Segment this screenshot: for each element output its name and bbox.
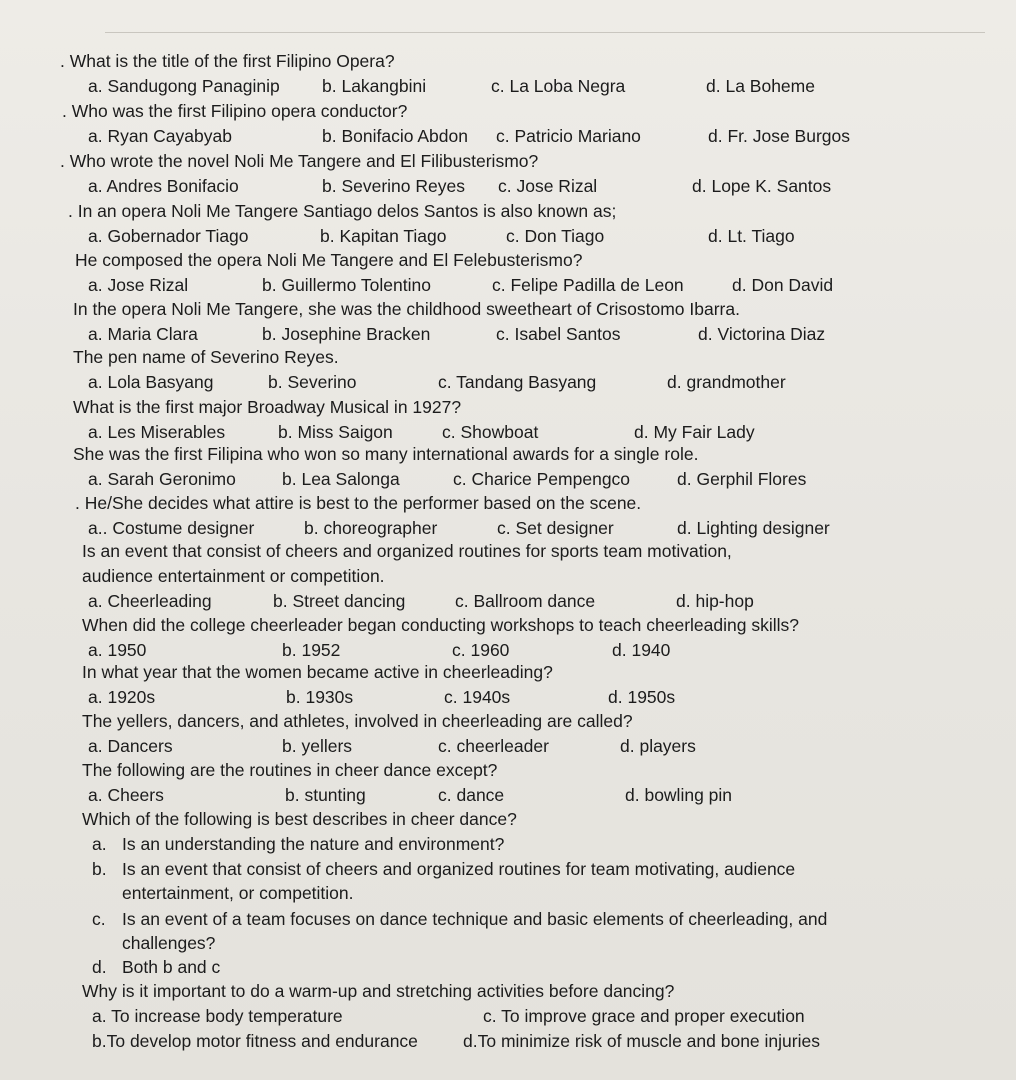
question-17-option-a: a. To increase body temperature [92,1006,343,1026]
question-12-option-b: b. 1952 [282,640,341,660]
question-8-option-a: a. Les Miserables [88,422,226,442]
question-11-option-d: d. hip-hop [676,591,754,611]
question-13-option-a: a. 1920s [88,687,156,707]
question-10-option-b: b. choreographer [304,518,438,538]
question-16-option-d-line-1: Both b and c [122,957,221,977]
question-16-option-b-line-1: Is an event that consist of cheers and organized routines for team motivating, audience [122,859,796,879]
question-17-option-d: d.To minimize risk of muscle and bone injuries [463,1031,820,1051]
question-9-option-a: a. Sarah Geronimo [88,469,236,489]
question-16-option-b-line-2: entertainment, or competition. [122,883,354,903]
question-1-option-b: b. Lakangbini [322,76,427,96]
question-4-option-a: a. Gobernador Tiago [88,226,249,246]
question-6-text: In the opera Noli Me Tangere, she was the childhood sweetheart of Crisostomo Ibarra. [73,299,740,319]
question-5-option-a: a. Jose Rizal [88,275,189,295]
question-1-option-a: a. Sandugong Panaginip [88,76,280,96]
question-11-option-b: b. Street dancing [273,591,406,611]
question-1-text: . What is the title of the first Filipino Opera? [60,51,395,71]
question-2-option-c: c. Patricio Mariano [496,126,641,146]
question-5-option-b: b. Guillermo Tolentino [262,275,431,295]
question-9-option-b: b. Lea Salonga [282,469,400,489]
question-9-option-c: c. Charice Pempengco [453,469,631,489]
question-4-option-b: b. Kapitan Tiago [320,226,447,246]
question-7-text: The pen name of Severino Reyes. [73,347,339,367]
question-2-option-a: a. Ryan Cayabyab [88,126,232,146]
question-13-option-c: c. 1940s [444,687,511,707]
question-6-option-c: c. Isabel Santos [496,324,621,344]
question-15-text: The following are the routines in cheer dance except? [82,760,498,780]
question-8-option-b: b. Miss Saigon [278,422,393,442]
question-4-option-d: d. Lt. Tiago [708,226,795,246]
question-15-option-b: b. stunting [285,785,366,805]
question-8-option-d: d. My Fair Lady [634,422,755,442]
question-4-text: . In an opera Noli Me Tangere Santiago delos Santos is also known as; [68,201,617,221]
question-16-option-b-letter: b. [92,859,107,879]
question-7-option-b: b. Severino [268,372,357,392]
question-12-text: When did the college cheerleader began conducting workshops to teach cheerleading skills? [82,615,799,635]
question-8-text: What is the first major Broadway Musical in 1927? [73,397,462,417]
top-rule [105,32,985,33]
question-11-text-cont: audience entertainment or competition. [82,566,385,586]
question-14-option-d: d. players [620,736,696,756]
question-9-option-d: d. Gerphil Flores [677,469,807,489]
question-15-option-d: d. bowling pin [625,785,733,805]
question-10-option-a: a.. Costume designer [88,518,255,538]
question-7-option-a: a. Lola Basyang [88,372,214,392]
question-10-option-d: d. Lighting designer [677,518,830,538]
question-6-option-d: d. Victorina Diaz [698,324,826,344]
question-16-option-a-line-1: Is an understanding the nature and environment? [122,834,505,854]
question-3-option-a: a. Andres Bonifacio [88,176,239,196]
question-1-option-d: d. La Boheme [706,76,815,96]
question-2-option-b: b. Bonifacio Abdon [322,126,468,146]
question-14-option-a: a. Dancers [88,736,173,756]
question-15-option-a: a. Cheers [88,785,164,805]
question-3-option-c: c. Jose Rizal [498,176,598,196]
question-16-option-c-letter: c. [92,909,106,929]
question-4-option-c: c. Don Tiago [506,226,605,246]
question-3-text: . Who wrote the novel Noli Me Tangere and El Filibusterismo? [60,151,539,171]
question-3-option-d: d. Lope K. Santos [692,176,832,196]
question-13-text: In what year that the women became active in cheerleading? [82,662,553,682]
question-6-option-b: b. Josephine Bracken [262,324,431,344]
question-16-option-c-line-2: challenges? [122,933,216,953]
question-10-option-c: c. Set designer [497,518,614,538]
question-5-option-d: d. Don David [732,275,834,295]
question-14-option-b: b. yellers [282,736,353,756]
question-11-option-c: c. Ballroom dance [455,591,596,611]
question-14-option-c: c. cheerleader [438,736,549,756]
question-9-text: She was the first Filipina who won so many international awards for a single role. [73,444,699,464]
question-3-option-b: b. Severino Reyes [322,176,465,196]
question-16-option-d-letter: d. [92,957,107,977]
question-6-option-a: a. Maria Clara [88,324,198,344]
question-1-option-c: c. La Loba Negra [491,76,626,96]
question-13-option-d: d. 1950s [608,687,676,707]
question-16-option-a-letter: a. [92,834,107,854]
question-11-option-a: a. Cheerleading [88,591,212,611]
question-5-text: He composed the opera Noli Me Tangere and El Felebusterismo? [75,250,583,270]
question-7-option-d: d. grandmother [667,372,786,392]
question-2-text: . Who was the first Filipino opera conductor? [62,101,408,121]
question-2-option-d: d. Fr. Jose Burgos [708,126,851,146]
question-8-option-c: c. Showboat [442,422,539,442]
question-5-option-c: c. Felipe Padilla de Leon [492,275,684,295]
question-12-option-c: c. 1960 [452,640,510,660]
question-16-option-c-line-1: Is an event of a team focuses on dance technique and basic elements of cheerleading, and [122,909,828,929]
question-12-option-a: a. 1950 [88,640,147,660]
question-17-text: Why is it important to do a warm-up and stretching activities before dancing? [82,981,675,1001]
question-15-option-c: c. dance [438,785,505,805]
question-7-option-c: c. Tandang Basyang [438,372,597,392]
question-13-option-b: b. 1930s [286,687,354,707]
question-16-text: Which of the following is best describes in cheer dance? [82,809,517,829]
question-11-text: Is an event that consist of cheers and organized routines for sports team motivation, [82,541,732,561]
question-17-option-c: c. To improve grace and proper execution [483,1006,805,1026]
question-12-option-d: d. 1940 [612,640,671,660]
question-10-text: . He/She decides what attire is best to the performer based on the scene. [75,493,642,513]
question-14-text: The yellers, dancers, and athletes, involved in cheerleading are called? [82,711,633,731]
question-17-option-b: b.To develop motor fitness and endurance [92,1031,418,1051]
